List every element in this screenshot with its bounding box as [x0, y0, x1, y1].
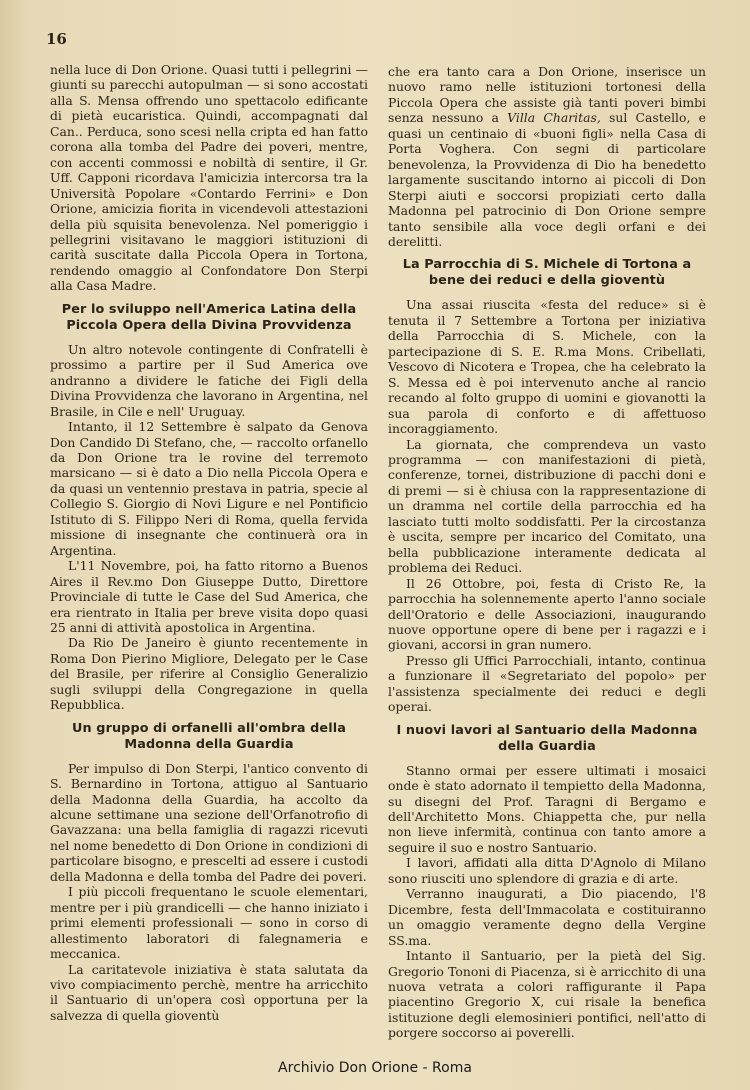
section-heading-santuario: I nuovi lavori al Santuario della Madonna della Guardia — [396, 722, 698, 754]
paragraph: La giornata, che comprendeva un vasto programma — con manifestazioni di pietà, conferenze, tornei, distribuzione di pacchi doni e di premi — si è chiusa con la rappresentazione di un dramma nel cortile della parrocchia ed ha lasciato tutti molto soddisfatti. Per la circostanza è uscita, sempre per incarico del Comitato, una bella pubblicazione interamente dedicata al problema dei Reduci. — [388, 436, 706, 576]
intro-text-before: che era tanto cara a Don Orione, inserisce un nuovo ramo nelle istituzioni tortonesi della Piccola Opera che assiste già tanti poveri bimbi senza nessuno a — [388, 64, 706, 126]
left-intro-paragraph: nella luce di Don Orione. Quasi tutti i pellegrini — giunti su parecchi autopulman — si sono accostati alla S. Mensa offrendo uno spettacolo edificante di pietà eucaristica. Quindi, accompagnati dal Can.. Perduca, sono scesi nella cripta ed han fatto corona alla tomba del Padre dei poveri, mentre, con accenti commossi e nobiltà di sentire, il Gr. Uff. Capponi ricordava l'amicizia intercorsa tra la Università Popolare «Contardo Ferrini» e Don Orione, amicizia fiorita in vicendevoli attestazioni della più squisita benevolenza. Nel pomeriggio i pellegrini visitavano le maggiori istituzioni di carità suscitate dalla Piccola Opera in Tortona, rendendo omaggio al Confondatore Don Sterpi alla Casa Madre. — [50, 62, 368, 294]
paragraph: I lavori, affidati alla ditta D'Agnolo di Milano sono riusciti uno splendore di grazia e di arte. — [388, 855, 706, 886]
paragraph: La caritatevole iniziativa è stata salutata da vivo compiacimento perchè, mentre ha arricchito il Santuario di un'opera così opportuna per la salvezza di quella gioventù — [50, 961, 368, 1023]
right-intro-paragraph — [388, 64, 706, 249]
paragraph: Intanto, il 12 Settembre è salpato da Genova Don Candido Di Stefano, che, — raccolto orfanello da Don Orione tra le rovine del terremoto marsicano — si è dato a Dio nella Piccola Opera e da quasi un ventennio prestava in patria, specie al Collegio S. Giorgio di Novi Ligure e nel Pontificio Istituto di S. Filippo Neri di Roma, quella fervida missione di insegnante che continuerà ora in Argentina. — [50, 419, 368, 558]
archive-footer: Archivio Don Orione - Roma — [278, 1060, 472, 1076]
paragraph: Da Rio De Janeiro è giunto recentemente in Roma Don Pierino Migliore, Delegato per le Case del Brasile, per riferire al Consiglio Generalizio sugli sviluppi della Congregazione in quella Repubblica. — [50, 635, 368, 713]
paragraph: I più piccoli frequentano le scuole elementari, mentre per i più grandicelli — che hanno iniziato i primi elementi professionali — sono in corso di allestimento laboratori di falegnameria e meccanica. — [50, 884, 368, 962]
section-heading-america-latina: Per lo sviluppo nell'America Latina della Piccola Opera della Divina Provvidenza — [61, 301, 357, 333]
paragraph: Il 26 Ottobre, poi, festa di Cristo Re, la parrocchia ha solennemente aperto l'anno sociale dell'Oratorio e delle Associazioni, inaugurando nuove opportune opere di bene per i ragazzi e i giovani, accorsi in gran numero. — [388, 575, 706, 653]
page-number: 16 — [46, 30, 67, 48]
paragraph: Per impulso di Don Sterpi, l'antico convento di S. Bernardino in Tortona, attiguo al Santuario della Madonna della Guardia, ha accolto da alcune settimane una sezione dell'Orfanotrofio di Gavazzana: una bella famiglia di ragazzi ricevuti nel nome benedetto di Don Orione in condizioni di particolare bisogno, e prescelti ad essere i custodi della Madonna e della tomba del Padre dei poveri. — [50, 760, 368, 884]
paragraph: Una assai riuscita «festa del reduce» si è tenuta il 7 Settembre a Tortona per iniziativa della Parrocchia di S. Michele, con la partecipazione di S. E. R.ma Mons. Cribellati, Vescovo di Nicotera e Tropea, che ha celebrato la S. Messa ed è poi intervenuto anche al rancio recando al folto gruppo di uomini e giovanotti la sua parola di conforto e di affettuoso incoraggiamento. — [388, 297, 706, 437]
intro-text-after: sul Castello, e quasi un centinaio di «buoni figli» nella Casa di Porta Voghera. Con segni di particolare benevolenza, la Provvidenza di Dio ha benedetto largamente suscitando intorno ai piccoli di Don Sterpi aiuti e soccorsi propiziati certo dalla Madonna pel patrocinio di Don Orione sempre tanto sensibile alla voce degli orfani e dei derelitti. — [388, 110, 706, 249]
left-column — [50, 62, 368, 1023]
paragraph: Stanno ormai per essere ultimati i mosaici onde è stato adornato il tempietto della Madonna, su disegni del Prof. Taragni di Bergamo e dell'Architetto Mons. Chiappetta che, pur nella non lieve infermità, continua con tanto amore a seguire il suo e nostro Santuario. — [388, 762, 706, 855]
paragraph: Verranno inaugurati, a Dio piacendo, l'8 Dicembre, festa dell'Immacolata e costituiranno un omaggio veramente degno della Vergine SS.ma. — [388, 886, 706, 948]
right-column — [388, 64, 706, 1041]
paragraph: Intanto il Santuario, per la pietà del Sig. Gregorio Tononi di Piacenza, si è arricchito di una nuova vetrata a colori raffigurante il Papa piacentino Gregorio X, cui risale la benefica istituzione degli elemosinieri pontifici, nell'atto di porgere soccorso ai poverelli. — [388, 948, 706, 1041]
section-heading-orfanelli: Un gruppo di orfanelli all'ombra della Madonna della Guardia — [72, 720, 346, 752]
paragraph: L'11 Novembre, poi, ha fatto ritorno a Buenos Aires il Rev.mo Don Giuseppe Dutto, Direttore Provinciale di tutte le Case del Sud America, che era rientrato in Italia per breve visita dopo quasi 25 anni di attività apostolica in Argentina. — [50, 558, 368, 635]
section-heading-parrocchia: La Parrocchia di S. Michele di Tortona a bene dei reduci e della gioventù — [402, 257, 692, 289]
villa-charitas-italic: Villa Charitas, — [507, 110, 601, 126]
paragraph: Un altro notevole contingente di Confratelli è prossimo a partire per il Sud America ove andranno a dividere le fatiche dei Figli della Divina Provvidenza che lavorano in Argentina, nel Brasile, in Cile e nell' Uruguay. — [50, 341, 368, 419]
paragraph: Presso gli Uffici Parrocchiali, intanto, continua a funzionare il «Segretariato del popolo» per l'assistenza specialmente dei reduci e degli operai. — [388, 652, 706, 715]
